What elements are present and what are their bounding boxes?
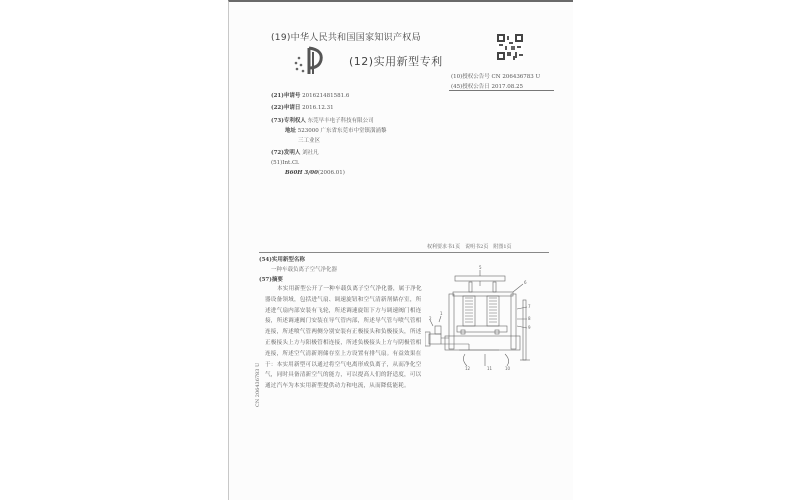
svg-text:2: 2	[429, 316, 432, 321]
document-type: (12)实用新型专利	[349, 55, 443, 68]
svg-text:1: 1	[440, 311, 443, 316]
svg-text:11: 11	[487, 366, 493, 371]
cnipa-logo-icon	[289, 44, 329, 78]
title-label: (54)实用新型名称	[259, 257, 305, 263]
filing-date: (22)申请日 2016.12.31	[271, 105, 334, 111]
application-number: (21)申请号 201621481581.6	[271, 93, 350, 99]
divider	[449, 90, 554, 91]
page-counts: 权利要求书1页 说明书2页 附图1页	[427, 244, 512, 250]
technical-drawing	[425, 264, 560, 384]
qr-code-icon	[497, 34, 523, 60]
divider	[259, 252, 549, 253]
publication-number: (10)授权公告号 CN 206436783 U	[451, 74, 541, 80]
abstract-label: (57)摘要	[259, 277, 283, 283]
abstract-text: 本实用新型公开了一种车载负离子空气净化器，属于净化器设备领域，包括进气扇、调速旋钮和空气清新剂储存室，所述进气扇内部安装有飞轮，所述调速旋钮下方与调速阀门相连接，所述调速阀门安装在导气管内部，所述导气管与喷气管相连接，所述喷气管两侧分别安装有正极接头和负极接头，所述正极接头上方与阳极管相连接，所述负极接头上方与阴极管相连接，所述空气清新剂储存室上方设置有排气扇。有益效果在于：本实用新型可以通过将空气电离形成负离子，从而净化空气，同时具备清新空气的能力，可以提高人们的舒适度，可以通过汽车为本实用新型提供动力和电流，从而降低能耗。	[265, 286, 422, 390]
svg-text:10: 10	[505, 366, 511, 371]
side-publication-number: CN 206436783 U	[255, 362, 261, 407]
patentee: (73)专利权人 东莞早丰电子科技有限公司	[271, 118, 374, 124]
drawing-label: 5	[479, 265, 482, 270]
svg-text:6: 6	[524, 280, 527, 285]
patent-page	[228, 0, 573, 500]
publication-date: (45)授权公告日 2017.08.25	[451, 84, 524, 90]
office-name: (19)中华人民共和国国家知识产权局	[271, 33, 421, 43]
inventor: (72)发明人 刘社凡	[271, 150, 319, 156]
ipc-code: B60H 3/00(2006.01)	[285, 170, 345, 176]
svg-text:8: 8	[528, 316, 531, 321]
svg-text:12: 12	[465, 366, 471, 371]
address: 地址 523000 广东省东莞市中堂镇潢涌黎	[285, 128, 387, 134]
address-line2: 三工业区	[298, 138, 321, 144]
utility-model-title: 一种车载负离子空气净化器	[271, 267, 338, 273]
ipc-label: (51)Int.Cl.	[271, 160, 300, 166]
svg-text:7: 7	[528, 304, 531, 309]
svg-text:9: 9	[528, 325, 531, 330]
